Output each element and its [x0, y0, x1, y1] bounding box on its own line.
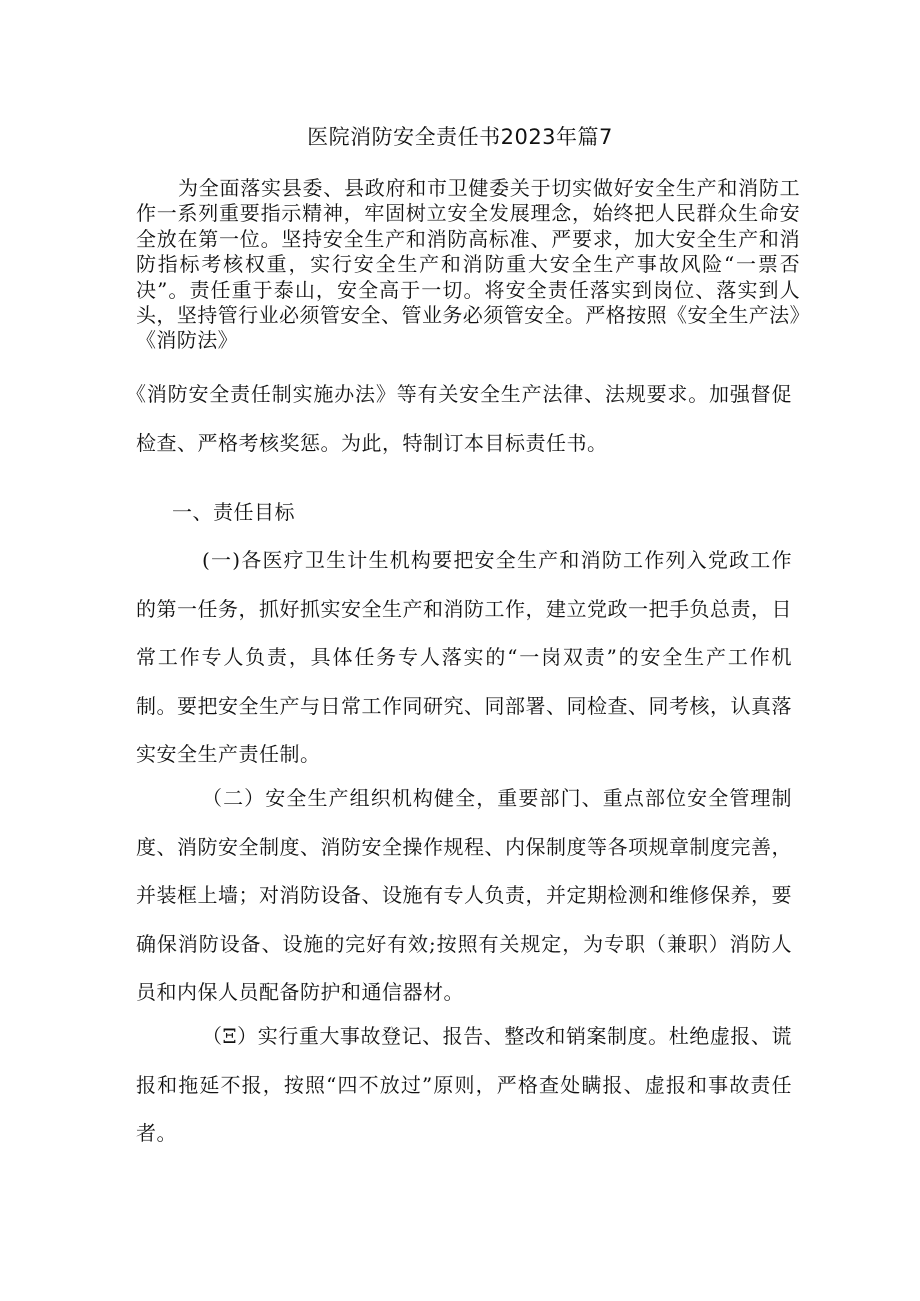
document-title: 医院消防安全责任书2023年篇7	[307, 125, 613, 149]
item-paragraph-2: （二）安全生产组织机构健全，重要部门、重点部位安全管理制度、消防安全制度、消防安全操作规程、内保制度等各项规章制度完善，并装框上墙；对消防设备、设施有专人负责，并定期检测和维修保养，要确保消防设备、设施的完好有效;按照有关规定，为专职（兼职）消防人员和内保人员配备防护和通信器材。	[136, 786, 792, 1005]
continuation-paragraph: 《消防安全责任制实施办法》等有关安全生产法律、法规要求。加强督促检查、严格考核奖惩。为此，特制订本目标责任书。	[126, 382, 792, 455]
item-paragraph-1: (一)各医疗卫生计生机构要把安全生产和消防工作列入党政工作的第一任务，抓好抓实安全生产和消防工作，建立党政一把手负总责，日常工作专人负责，具体任务专人落实的“一岗双责”的安全生产工作机制。要把安全生产与日常工作同研究、同部署、同检查、同考核，认真落实安全生产责任制。	[136, 548, 792, 767]
intro-paragraph: 为全面落实县委、县政府和市卫健委关于切实做好安全生产和消防工作一系列重要指示精神，牢固树立安全发展理念，始终把人民群众生命安全放在第一位。坚持安全生产和消防高标准、严要求，加大安全生产和消防指标考核权重，实行安全生产和消防重大安全生产事故风险“一票否决”。责任重于泰山，安全高于一切。将安全责任落实到岗位、落实到人头，坚持管行业必须管安全、管业务必须管安全。严格按照《安全生产法》《消防法》	[136, 176, 800, 353]
item-paragraph-3: （Ξ）实行重大事故登记、报告、整改和销案制度。杜绝虚报、谎报和拖延不报，按照“四不放过”原则，严格查处瞒报、虚报和事故责任者。	[136, 1024, 792, 1146]
section-heading: 一、责任目标	[172, 500, 295, 524]
